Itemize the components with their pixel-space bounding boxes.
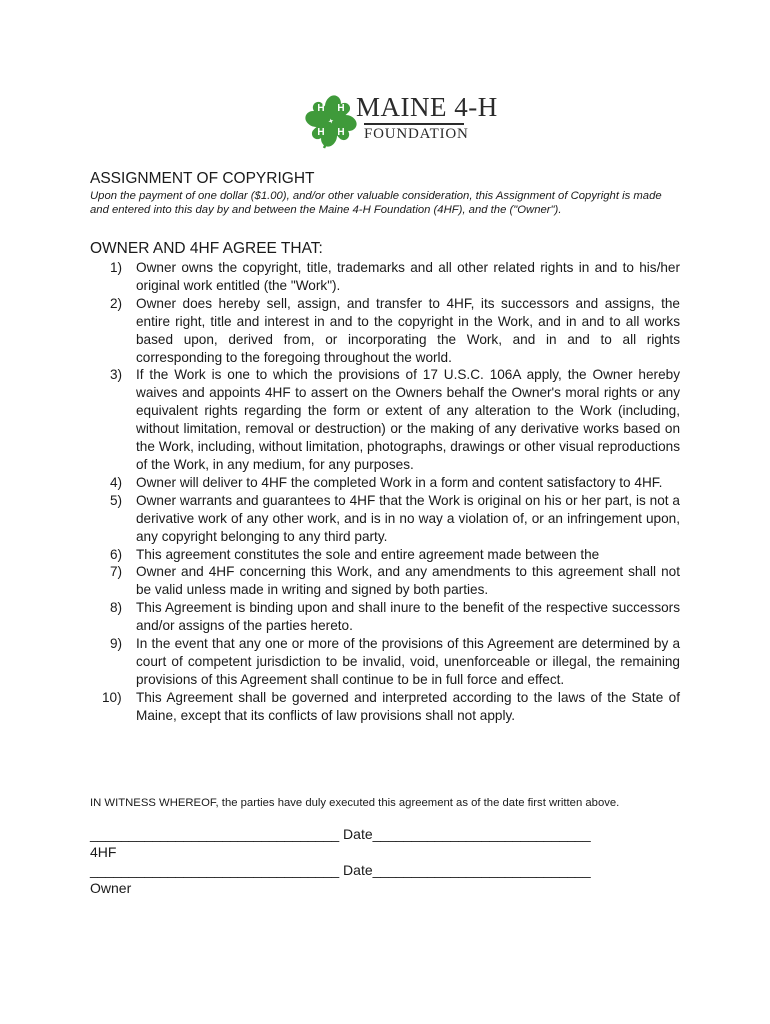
signature-party-owner: Owner: [90, 880, 132, 896]
witness-statement: IN WITNESS WHEREOF, the parties have duly executed this agreement as of the date first written above.: [90, 797, 620, 809]
clover-leaf-letter: H: [337, 103, 345, 114]
clover-leaf-letter: H: [317, 103, 325, 114]
clause-text: Owner does hereby sell, assign, and transfer to 4HF, its successors and assigns, the entire right, title and interest in and to the copyright in the Work, and in and to all works based upon, derived from, or incorporating the Work, and in and to all rights corresponding to the foregoing throughout the world.: [136, 295, 680, 365]
clause-number: 4): [110, 474, 123, 490]
clause-text: Owner will deliver to 4HF the completed Work in a form and content satisfactory to 4HF.: [136, 474, 663, 490]
clover-leaf-letter: H: [317, 127, 325, 138]
clause-text: If the Work is one to which the provisions of 17 U.S.C. 106A apply, the Owner hereby waives and appoints 4HF to assert on the Owners behalf the Owner's moral rights or any equivalent rights regarding the form or extent of any alteration to the Work (including, without limitation, removal or destruction) or the making of any derivative works based on the Work, including, without limitation, photographs, drawings or other visual reproductions of the Work, in any medium, for any purposes.: [136, 367, 680, 472]
clause-number: 7): [110, 564, 123, 580]
clause-item: [90, 563, 680, 599]
clause-item: [90, 689, 680, 725]
clause-item: [90, 259, 680, 295]
clause-text: Owner warrants and guarantees to 4HF that the Work is original on his or her part, is not a derivative work of any other work, and is in no way a violation of, or an infringement upon, any copyright belonging to any third party.: [136, 492, 680, 544]
clause-item: [90, 599, 680, 635]
clause-text: This Agreement is binding upon and shall inure to the benefit of the respective successors and/or assigns of the parties hereto.: [136, 600, 680, 634]
clause-item: [90, 366, 680, 473]
signature-date-line-4hf[interactable]: ________________________________ Date____________________________: [90, 826, 591, 842]
clause-text: Owner and 4HF concerning this Work, and any amendments to this agreement shall not be valid unless made in writing and signed by both parties.: [136, 564, 680, 598]
clause-number: 6): [110, 546, 123, 562]
signature-party-4hf: 4HF: [90, 844, 117, 860]
clause-number: 2): [110, 295, 123, 311]
clause-text: This agreement constitutes the sole and entire agreement made between the: [136, 546, 600, 562]
maine-4h-foundation-logo: [300, 90, 498, 156]
clause-number: 8): [110, 600, 123, 616]
clause-number: 9): [110, 636, 123, 652]
clause-item: [90, 546, 680, 564]
logo-divider: [364, 123, 464, 125]
clause-text: This Agreement shall be governed and interpreted according to the laws of the State of Maine, except that its conflicts of law provisions shall not apply.: [136, 689, 680, 723]
signature-date-line-owner[interactable]: ________________________________ Date____________________________: [90, 862, 591, 878]
clause-item: [90, 635, 680, 689]
clover-leaf-letter: H: [337, 127, 345, 138]
four-leaf-clover-icon: [300, 90, 362, 152]
agreement-heading: OWNER AND 4HF AGREE THAT:: [90, 240, 323, 257]
logo-title: MAINE 4-H: [356, 92, 498, 122]
clause-item: [90, 474, 680, 492]
clause-item: [90, 295, 680, 367]
clause-number: 3): [110, 367, 123, 383]
clause-item: [90, 492, 680, 546]
document-title: ASSIGNMENT OF COPYRIGHT: [90, 170, 315, 187]
clause-text: In the event that any one or more of the provisions of this Agreement are determined by a court of competent jurisdiction to be invalid, void, unenforceable or illegal, the remaining provisions of this Agreement shall continue to be in full force and effect.: [136, 636, 680, 687]
clause-list: [90, 259, 680, 725]
clause-text: Owner owns the copyright, title, trademarks and all other related rights in and to his/her original work entitled (the "Work").: [136, 260, 680, 293]
intro-paragraph: Upon the payment of one dollar ($1.00), and/or other valuable consideration, this Assignment of Copyright is made and entered into this day by and between the Maine 4-H Foundation (4HF), and the ("Owner").: [90, 190, 662, 216]
logo-subtitle: FOUNDATION: [364, 126, 469, 142]
clause-number: 1): [110, 260, 123, 275]
clause-number: 10): [102, 689, 122, 705]
clause-number: 5): [110, 492, 123, 508]
